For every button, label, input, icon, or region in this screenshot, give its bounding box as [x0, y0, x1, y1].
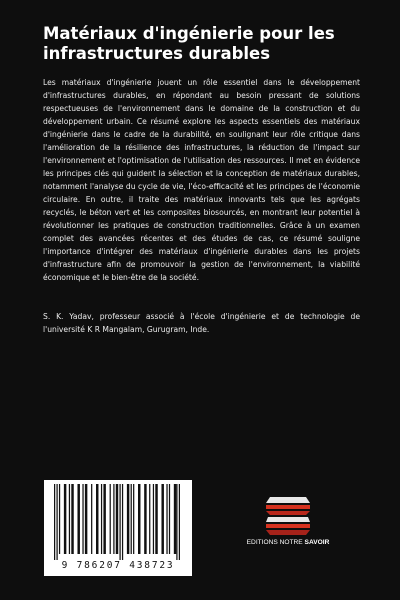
barcode-bar: [59, 484, 60, 554]
barcode-bar: [85, 484, 87, 554]
publisher-logo: [246, 495, 330, 557]
barcode-bar: [64, 484, 66, 554]
barcode-bar: [96, 484, 98, 554]
barcode-bar: [138, 484, 140, 554]
barcode-bar: [153, 484, 154, 554]
barcode-bars: [50, 484, 186, 560]
barcode-bar: [169, 484, 170, 554]
barcode-bar: [71, 484, 73, 554]
book-summary: Les matériaux d'ingénierie jouent un rôle essentiel dans le développement d'infrastructures durables, en répondant au besoin pressant de solutions respectueuses de l'environnement dans le domaine de la construction et du développement urbain. Ce résumé explore les aspects essentiels des matériaux d'ingénierie dans le cadre de la durabilité, en soulignant leur rôle critique dans l'amélioration de la résilience des infrastructures, la réduction de l'impact sur l'environnement et l'optimisation de l'utilisation des ressources. Il met en évidence les principes clés qui guident la sélection et la conception de matériaux durables, notamment l'analyse du cycle de vie, l'éco-efficacité et les principes de l'économie circulaire. En outre, il traite des matériaux innovants tels que les agrégats recyclés, le béton vert et les composites biosourcés, en montrant leur potentiel à révolutionner les pratiques de construction traditionnelles. Grâce à un examen complet des avancées récentes et des études de cas, ce résumé souligne l'importance d'intégrer des matériaux d'ingénierie durables dans les projets d'infrastructure afin de promouvoir la gestion de l'environnement, la viabilité économique et le bien-être de la société.: [43, 78, 360, 282]
isbn-digits: 9 786207 438723: [61, 560, 175, 571]
barcode-bar: [161, 484, 163, 554]
barcode-bar: [179, 484, 180, 560]
barcode-bar: [176, 484, 177, 560]
barcode-bar: [103, 484, 105, 554]
barcode-bar: [101, 484, 102, 554]
book-title: Matériaux d'ingénierie pour les infrastructures durables: [43, 24, 335, 63]
barcode-bar: [56, 484, 57, 560]
barcode-bar: [54, 484, 55, 560]
barcode-bar: [133, 484, 134, 554]
barcode-bar: [122, 484, 123, 560]
barcode-bar: [166, 484, 167, 554]
barcode-bar: [155, 484, 157, 554]
isbn-barcode: [44, 480, 192, 576]
barcode-bar: [82, 484, 83, 554]
barcode-bar: [149, 484, 150, 554]
barcode-bar: [113, 484, 114, 554]
barcode-bar: [119, 484, 120, 560]
barcode-bar: [144, 484, 146, 554]
barcode-bar: [77, 484, 79, 554]
barcode-bar: [91, 484, 92, 554]
barcode-bar: [127, 484, 129, 554]
barcode-bar: [131, 484, 132, 554]
book-stack-logo-icon: [262, 495, 314, 537]
barcode-bar: [69, 484, 70, 554]
publisher-name: EDITIONS NOTRE SAVOIR: [246, 539, 330, 546]
barcode-bar: [116, 484, 118, 554]
barcode-bar: [174, 484, 176, 554]
barcode-bar: [110, 484, 111, 554]
author-bio: S. K. Yadav, professeur associé à l'école d'ingénierie et de technologie de l'université K R Mangalam, Gurugram, Inde.: [43, 312, 360, 334]
